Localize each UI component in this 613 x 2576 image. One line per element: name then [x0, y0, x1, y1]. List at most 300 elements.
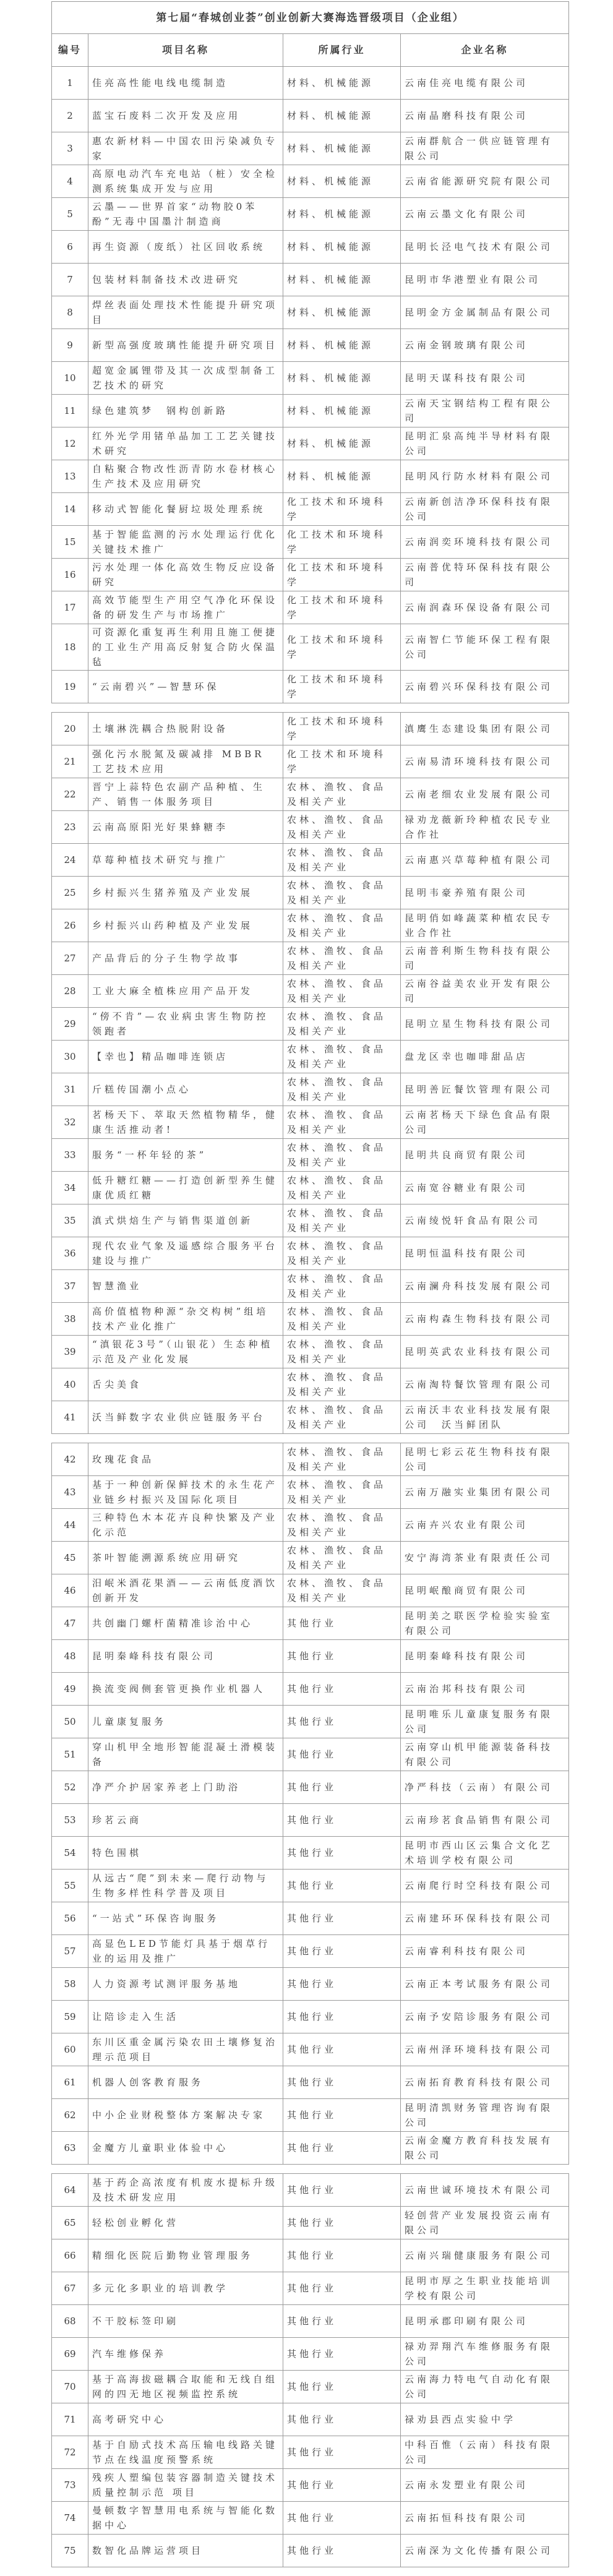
cell-industry: 其他行业 [283, 1968, 401, 2001]
table-row [52, 1073, 569, 1106]
cell-company-name: 云南州泽环境科技有限公司 [401, 2033, 569, 2066]
cell-company-name: 昆明岷酿商贸有限公司 [401, 1574, 569, 1607]
cell-project-name: 昆明秦峰科技有限公司 [88, 1640, 283, 1673]
cell-number: 21 [52, 745, 88, 778]
table-row [52, 2338, 569, 2371]
cell-project-name: 强化污水脱氮及碳减排 MBBR 工艺技术应用 [88, 745, 283, 778]
cell-project-name: “云南碧兴”—智慧环保 [88, 671, 283, 703]
table-row [52, 1204, 569, 1237]
table-row [52, 2207, 569, 2239]
cell-number: 74 [52, 2502, 88, 2535]
table-row [52, 975, 569, 1008]
cell-industry: 其他行业 [283, 1607, 401, 1640]
table-row [52, 427, 569, 460]
cell-industry: 农林、渔牧、食品及相关产业 [283, 844, 401, 877]
cell-number: 11 [52, 395, 88, 427]
cell-number: 72 [52, 2436, 88, 2469]
table-row [52, 1673, 569, 1706]
cell-industry: 其他行业 [283, 2066, 401, 2099]
cell-company-name: 禄劝县西点实验中学 [401, 2403, 569, 2436]
cell-project-name: 机器人创客教育服务 [88, 2066, 283, 2099]
cell-number: 22 [52, 778, 88, 811]
cell-industry: 材料、机械能源 [283, 100, 401, 132]
table-row [52, 671, 569, 703]
cell-industry: 其他行业 [283, 2099, 401, 2132]
cell-project-name: 让陪诊走入生活 [88, 2001, 283, 2033]
cell-number: 38 [52, 1303, 88, 1336]
cell-number: 28 [52, 975, 88, 1008]
cell-industry: 农林、渔牧、食品及相关产业 [283, 778, 401, 811]
cell-project-name: “傍不肯”—农业病虫害生物防控领跑者 [88, 1008, 283, 1041]
cell-company-name: 云南予安陪诊服务有限公司 [401, 2001, 569, 2033]
cell-industry: 化工技术和环境科学 [283, 526, 401, 559]
table-row [52, 296, 569, 329]
table-segment [51, 1, 569, 703]
cell-project-name: 高考研究中心 [88, 2403, 283, 2436]
cell-number: 6 [52, 231, 88, 264]
table-row [52, 2239, 569, 2272]
table-row [52, 1336, 569, 1368]
table-row [52, 1237, 569, 1270]
cell-number: 56 [52, 1902, 88, 1935]
cell-company-name: 滇鹰生态建设集团有限公司 [401, 713, 569, 745]
cell-company-name: 云南万融实业集团有限公司 [401, 1476, 569, 1509]
table-row [52, 165, 569, 198]
cell-company-name: 云南深为文化传播有限公司 [401, 2535, 569, 2567]
cell-project-name: 工业大麻全植株应用产品开发 [88, 975, 283, 1008]
cell-number: 47 [52, 1607, 88, 1640]
cell-project-name: 基于一种创新保鲜技术的永生花产业链乡村振兴及国际化项目 [88, 1476, 283, 1509]
cell-company-name: 云南海力特电气自动化有限公司 [401, 2371, 569, 2403]
table-row [52, 231, 569, 264]
table-segment [51, 712, 569, 1434]
cell-industry: 其他行业 [283, 2305, 401, 2338]
cell-industry: 农林、渔牧、食品及相关产业 [283, 1106, 401, 1139]
cell-company-name: 云南润奕环境科技有限公司 [401, 526, 569, 559]
cell-project-name: 土壤淋洗耦合热脱附设备 [88, 713, 283, 745]
cell-industry: 材料、机械能源 [283, 460, 401, 493]
cell-number: 12 [52, 427, 88, 460]
cell-company-name: 云南兴瑞健康服务有限公司 [401, 2239, 569, 2272]
cell-number: 63 [52, 2132, 88, 2165]
table-row [52, 2033, 569, 2066]
project-list-document [51, 1, 568, 2576]
cell-project-name: 基于智能监测的污水处理运行优化关键技术推广 [88, 526, 283, 559]
cell-company-name: 云南茗杨天下绿色食品有限公司 [401, 1106, 569, 1139]
cell-project-name: 儿童康复服务 [88, 1706, 283, 1738]
cell-project-name: 高显色LED节能灯具基于烟草行业的运用及推广 [88, 1935, 283, 1968]
cell-company-name: 云南晶磨科技有限公司 [401, 100, 569, 132]
cell-industry: 其他行业 [283, 2502, 401, 2535]
cell-project-name: 焊丝表面处理技术性能提升研究项目 [88, 296, 283, 329]
cell-number: 9 [52, 329, 88, 362]
cell-number: 32 [52, 1106, 88, 1139]
cell-company-name: 云南智仁节能环保工程有限公司 [401, 624, 569, 671]
cell-project-name: 移动式智能化餐厨垃圾处理系统 [88, 493, 283, 526]
table-row [52, 624, 569, 671]
cell-company-name: 昆明清凯财务管理咨询有限公司 [401, 2099, 569, 2132]
table-row [52, 67, 569, 100]
cell-company-name: 昆明美之联医学检验实验室有限公司 [401, 1607, 569, 1640]
cell-project-name: 草莓种植技术研究与推广 [88, 844, 283, 877]
cell-project-name: 沃当鲜数字农业供应链服务平台 [88, 1401, 283, 1434]
cell-company-name: 云南天宝钢结构工程有限公司 [401, 395, 569, 427]
cell-project-name: 三种特色木本花卉良种快繁及产业化示范 [88, 1509, 283, 1542]
cell-company-name: 昆明金方金属制品有限公司 [401, 296, 569, 329]
cell-number: 69 [52, 2338, 88, 2371]
cell-industry: 其他行业 [283, 2132, 401, 2165]
cell-company-name: 昆明善匠餐饮管理有限公司 [401, 1073, 569, 1106]
cell-company-name: 昆明风行防水材料有限公司 [401, 460, 569, 493]
table-row [52, 2436, 569, 2469]
cell-company-name: 昆明英武农业科技有限公司 [401, 1336, 569, 1368]
cell-industry: 材料、机械能源 [283, 329, 401, 362]
cell-project-name: 数智化品牌运营项目 [88, 2535, 283, 2567]
table-row [52, 1303, 569, 1336]
table-segment [51, 1443, 569, 2165]
cell-number: 67 [52, 2272, 88, 2305]
cell-industry: 其他行业 [283, 2469, 401, 2502]
table-row [52, 713, 569, 745]
cell-industry: 化工技术和环境科学 [283, 624, 401, 671]
table-row [52, 2272, 569, 2305]
cell-industry: 其他行业 [283, 1771, 401, 1804]
cell-project-name: 玫瑰花食品 [88, 1443, 283, 1476]
cell-project-name: 污水处理一体化高效生物反应设备研究 [88, 559, 283, 591]
cell-number: 7 [52, 264, 88, 296]
cell-company-name: 轻创营产业发展投资云南有限公司 [401, 2207, 569, 2239]
table-title: 第七届“春城创业荟”创业创新大赛海选晋级项目（企业组） [52, 2, 569, 34]
cell-company-name: 云南澜舟科技发展有限公司 [401, 1270, 569, 1303]
cell-industry: 农林、渔牧、食品及相关产业 [283, 1172, 401, 1204]
table-row [52, 1041, 569, 1073]
cell-industry: 农林、渔牧、食品及相关产业 [283, 811, 401, 844]
table-row [52, 1106, 569, 1139]
cell-project-name: 产品背后的分子生物学故事 [88, 942, 283, 975]
cell-number: 66 [52, 2239, 88, 2272]
cell-company-name: 云南易清环境科技有限公司 [401, 745, 569, 778]
table-row [52, 264, 569, 296]
cell-number: 70 [52, 2371, 88, 2403]
cell-industry: 化工技术和环境科学 [283, 745, 401, 778]
cell-company-name: 云南淘特餐饮管理有限公司 [401, 1368, 569, 1401]
cell-industry: 其他行业 [283, 2535, 401, 2567]
cell-industry: 其他行业 [283, 2033, 401, 2066]
cell-project-name: 高价值植物种源“杂交构树”组培技术产业化推广 [88, 1303, 283, 1336]
cell-number: 71 [52, 2403, 88, 2436]
table-row [52, 1607, 569, 1640]
table-row [52, 591, 569, 624]
table-row [52, 942, 569, 975]
cell-company-name: 云南正本考试服务有限公司 [401, 1968, 569, 2001]
cell-company-name: 云南穿山机甲能源装备科技有限公司 [401, 1738, 569, 1771]
cell-project-name: 乡村振兴山药种植及产业发展 [88, 909, 283, 942]
table-row [52, 877, 569, 909]
cell-company-name: 云南沃丰农业科技发展有限公司 沃当鲜团队 [401, 1401, 569, 1434]
cell-industry: 农林、渔牧、食品及相关产业 [283, 1574, 401, 1607]
table-row [52, 2371, 569, 2403]
cell-industry: 材料、机械能源 [283, 165, 401, 198]
cell-industry: 其他行业 [283, 1902, 401, 1935]
table-row [52, 1008, 569, 1041]
cell-number: 39 [52, 1336, 88, 1368]
table-row [52, 100, 569, 132]
cell-project-name: 绿色建筑梦 钢构创新路 [88, 395, 283, 427]
cell-number: 16 [52, 559, 88, 591]
cell-project-name: 基于药企高浓度有机废水提标升级及技术研发应用 [88, 2174, 283, 2207]
cell-industry: 农林、渔牧、食品及相关产业 [283, 1401, 401, 1434]
cell-project-name: 人力资源考试测评服务基地 [88, 1968, 283, 2001]
cell-company-name: 禄劝羿翔汽车维修服务有限公司 [401, 2338, 569, 2371]
cell-number: 50 [52, 1706, 88, 1738]
table-row [52, 2535, 569, 2567]
cell-company-name: 云南拓育教育科技有限公司 [401, 2066, 569, 2099]
cell-industry: 材料、机械能源 [283, 427, 401, 460]
cell-number: 2 [52, 100, 88, 132]
cell-company-name: 昆明立星生物科技有限公司 [401, 1008, 569, 1041]
cell-project-name: 穿山机甲全地形智能混凝土滑模装备 [88, 1738, 283, 1771]
cell-company-name: 昆明市厚之生职业技能培训学校有限公司 [401, 2272, 569, 2305]
cell-number: 23 [52, 811, 88, 844]
table-row [52, 1401, 569, 1434]
cell-number: 55 [52, 1870, 88, 1902]
cell-number: 30 [52, 1041, 88, 1073]
cell-company-name: 云南新创洁净环保科技有限公司 [401, 493, 569, 526]
cell-industry: 材料、机械能源 [283, 296, 401, 329]
cell-number: 46 [52, 1574, 88, 1607]
table-row [52, 2174, 569, 2207]
column-header-industry: 所属行业 [283, 34, 401, 67]
cell-project-name: “一站式”环保咨询服务 [88, 1902, 283, 1935]
cell-company-name: 云南绫悦轩食品有限公司 [401, 1204, 569, 1237]
cell-company-name: 云南润森环保设备有限公司 [401, 591, 569, 624]
cell-number: 57 [52, 1935, 88, 1968]
cell-project-name: 自粘聚合物改性沥青防水卷材核心生产技术及应用研究 [88, 460, 283, 493]
cell-industry: 化工技术和环境科学 [283, 591, 401, 624]
cell-project-name: 轻松创业孵化营 [88, 2207, 283, 2239]
cell-company-name: 云南睿利科技有限公司 [401, 1935, 569, 1968]
cell-project-name: 蓝宝石废料二次开发及应用 [88, 100, 283, 132]
table-row [52, 1443, 569, 1476]
cell-number: 37 [52, 1270, 88, 1303]
cell-project-name: 基于高海拔磁耦合取能和无线自组网的四无地区视频监控系统 [88, 2371, 283, 2403]
table-row [52, 1870, 569, 1902]
cell-company-name: 昆明俏如峰蔬菜种植农民专业合作社 [401, 909, 569, 942]
cell-number: 48 [52, 1640, 88, 1673]
cell-company-name: 中科百惟（云南）科技有限公司 [401, 2436, 569, 2469]
cell-company-name: 昆明唯乐儿童康复服务有限公司 [401, 1706, 569, 1738]
title-row [52, 2, 569, 34]
cell-company-name: 净严科技（云南）有限公司 [401, 1771, 569, 1804]
column-header-project-name: 项目名称 [88, 34, 283, 67]
cell-project-name: 茶叶智能溯源系统应用研究 [88, 1542, 283, 1574]
cell-number: 49 [52, 1673, 88, 1706]
cell-industry: 其他行业 [283, 2371, 401, 2403]
cell-industry: 其他行业 [283, 1935, 401, 1968]
cell-industry: 其他行业 [283, 1870, 401, 1902]
table-row [52, 1771, 569, 1804]
cell-company-name: 昆明共良商贸有限公司 [401, 1139, 569, 1172]
cell-number: 58 [52, 1968, 88, 2001]
table-row [52, 1172, 569, 1204]
cell-industry: 农林、渔牧、食品及相关产业 [283, 1303, 401, 1336]
table-row [52, 493, 569, 526]
cell-project-name: 基于自励式技术高压输电线路关键节点在线温度预警系统 [88, 2436, 283, 2469]
cell-project-name: 汽车维修保养 [88, 2338, 283, 2371]
cell-industry: 其他行业 [283, 2272, 401, 2305]
table-row [52, 1902, 569, 1935]
header-row [52, 34, 569, 67]
cell-industry: 农林、渔牧、食品及相关产业 [283, 975, 401, 1008]
cell-company-name: 云南普利斯生物科技有限公司 [401, 942, 569, 975]
cell-number: 62 [52, 2099, 88, 2132]
cell-industry: 其他行业 [283, 2436, 401, 2469]
cell-industry: 农林、渔牧、食品及相关产业 [283, 1073, 401, 1106]
cell-industry: 化工技术和环境科学 [283, 493, 401, 526]
cell-company-name: 安宁海湾茶业有限责任公司 [401, 1542, 569, 1574]
cell-number: 51 [52, 1738, 88, 1771]
cell-project-name: 曼顿数字智慧用电系统与智能化数据中心 [88, 2502, 283, 2535]
cell-project-name: 乡村振兴生猪养殖及产业发展 [88, 877, 283, 909]
cell-company-name: 昆明韦豪养殖有限公司 [401, 877, 569, 909]
cell-company-name: 云南普优特环保科技有限公司 [401, 559, 569, 591]
table-row [52, 1574, 569, 1607]
column-header-company-name: 企业名称 [401, 34, 569, 67]
table-row [52, 1270, 569, 1303]
table-row [52, 2001, 569, 2033]
cell-company-name: 昆明承郡印刷有限公司 [401, 2305, 569, 2338]
cell-industry: 农林、渔牧、食品及相关产业 [283, 1270, 401, 1303]
cell-company-name: 云南珍茗食品销售有限公司 [401, 1804, 569, 1837]
table-row [52, 745, 569, 778]
table-row [52, 2099, 569, 2132]
table-row [52, 1804, 569, 1837]
cell-number: 40 [52, 1368, 88, 1401]
cell-company-name: 云南宽谷糖业有限公司 [401, 1172, 569, 1204]
cell-company-name: 盘龙区幸也咖啡甜品店 [401, 1041, 569, 1073]
cell-number: 68 [52, 2305, 88, 2338]
cell-number: 52 [52, 1771, 88, 1804]
table-row [52, 1509, 569, 1542]
table-row [52, 844, 569, 877]
cell-company-name: 云南建环环保科技有限公司 [401, 1902, 569, 1935]
cell-industry: 农林、渔牧、食品及相关产业 [283, 1139, 401, 1172]
cell-project-name: 滇式烘焙生产与销售渠道创新 [88, 1204, 283, 1237]
cell-project-name: 多元化多职业的培训教学 [88, 2272, 283, 2305]
cell-number: 14 [52, 493, 88, 526]
cell-number: 20 [52, 713, 88, 745]
table-row [52, 2132, 569, 2165]
cell-number: 75 [52, 2535, 88, 2567]
cell-number: 13 [52, 460, 88, 493]
cell-industry: 农林、渔牧、食品及相关产业 [283, 1368, 401, 1401]
cell-industry: 其他行业 [283, 1738, 401, 1771]
cell-project-name: 现代农业气象及遥感综合服务平台建设与推广 [88, 1237, 283, 1270]
table-row [52, 559, 569, 591]
table-row [52, 362, 569, 395]
cell-number: 29 [52, 1008, 88, 1041]
cell-project-name: 换流变阀侧套管更换作业机器人 [88, 1673, 283, 1706]
cell-industry: 农林、渔牧、食品及相关产业 [283, 877, 401, 909]
cell-company-name: 云南世诚环境技术有限公司 [401, 2174, 569, 2207]
cell-number: 61 [52, 2066, 88, 2099]
cell-project-name: 云南高原阳光好果蜂糖李 [88, 811, 283, 844]
cell-industry: 农林、渔牧、食品及相关产业 [283, 942, 401, 975]
cell-company-name: 昆明市西山区云集合文化艺术培训学校有限公司 [401, 1837, 569, 1870]
cell-project-name: 高原电动汽车充电站（桩）安全检测系统集成开发与应用 [88, 165, 283, 198]
table-row [52, 1476, 569, 1509]
cell-project-name: 特色围棋 [88, 1837, 283, 1870]
cell-project-name: 斤糕传国潮小点心 [88, 1073, 283, 1106]
cell-number: 19 [52, 671, 88, 703]
table-row [52, 2305, 569, 2338]
cell-industry: 化工技术和环境科学 [283, 559, 401, 591]
cell-industry: 农林、渔牧、食品及相关产业 [283, 909, 401, 942]
cell-industry: 其他行业 [283, 1706, 401, 1738]
cell-number: 41 [52, 1401, 88, 1434]
cell-project-name: 超宽金属锂带及其一次成型制备工艺技术的研究 [88, 362, 283, 395]
cell-number: 31 [52, 1073, 88, 1106]
table-row [52, 2502, 569, 2535]
cell-number: 53 [52, 1804, 88, 1837]
cell-number: 60 [52, 2033, 88, 2066]
cell-company-name: 云南金魔方教育科技发展有限公司 [401, 2132, 569, 2165]
cell-number: 17 [52, 591, 88, 624]
cell-number: 1 [52, 67, 88, 100]
cell-number: 34 [52, 1172, 88, 1204]
cell-company-name: 云南群航合一供应链管理有限公司 [401, 132, 569, 165]
cell-number: 25 [52, 877, 88, 909]
cell-project-name: “滇银花3号”（山银花）生态种植示范及产业化发展 [88, 1336, 283, 1368]
table-row [52, 1368, 569, 1401]
cell-number: 24 [52, 844, 88, 877]
cell-number: 10 [52, 362, 88, 395]
cell-number: 26 [52, 909, 88, 942]
cell-number: 15 [52, 526, 88, 559]
cell-industry: 材料、机械能源 [283, 264, 401, 296]
cell-industry: 其他行业 [283, 2239, 401, 2272]
cell-company-name: 云南治邦科技有限公司 [401, 1673, 569, 1706]
table-row [52, 460, 569, 493]
cell-number: 27 [52, 942, 88, 975]
table-row [52, 395, 569, 427]
cell-industry: 材料、机械能源 [283, 132, 401, 165]
cell-number: 36 [52, 1237, 88, 1270]
table-row [52, 132, 569, 165]
cell-industry: 农林、渔牧、食品及相关产业 [283, 1041, 401, 1073]
table-row [52, 778, 569, 811]
table-row [52, 1706, 569, 1738]
cell-project-name: 再生资源（废纸）社区回收系统 [88, 231, 283, 264]
cell-company-name: 昆明恒温科技有限公司 [401, 1237, 569, 1270]
cell-company-name: 昆明汇泉高纯半导材料有限公司 [401, 427, 569, 460]
cell-company-name: 禄劝龙薇新玲种植农民专业合作社 [401, 811, 569, 844]
cell-project-name: 珍茗云商 [88, 1804, 283, 1837]
cell-project-name: 晋宁上蒜特色农副产品种植、生产、销售一体服务项目 [88, 778, 283, 811]
cell-number: 8 [52, 296, 88, 329]
cell-number: 35 [52, 1204, 88, 1237]
cell-number: 33 [52, 1139, 88, 1172]
cell-number: 64 [52, 2174, 88, 2207]
cell-company-name: 昆明市华港塑业有限公司 [401, 264, 569, 296]
cell-project-name: 高效节能型生产用空气净化环保设备的研发生产与市场推广 [88, 591, 283, 624]
table-row [52, 811, 569, 844]
table-row [52, 1935, 569, 1968]
cell-project-name: 净严介护居家养老上门助浴 [88, 1771, 283, 1804]
cell-number: 59 [52, 2001, 88, 2033]
cell-industry: 其他行业 [283, 1837, 401, 1870]
cell-project-name: 云墨——世界首家“动物胶0苯酚”无毒中国墨汁制造商 [88, 198, 283, 231]
